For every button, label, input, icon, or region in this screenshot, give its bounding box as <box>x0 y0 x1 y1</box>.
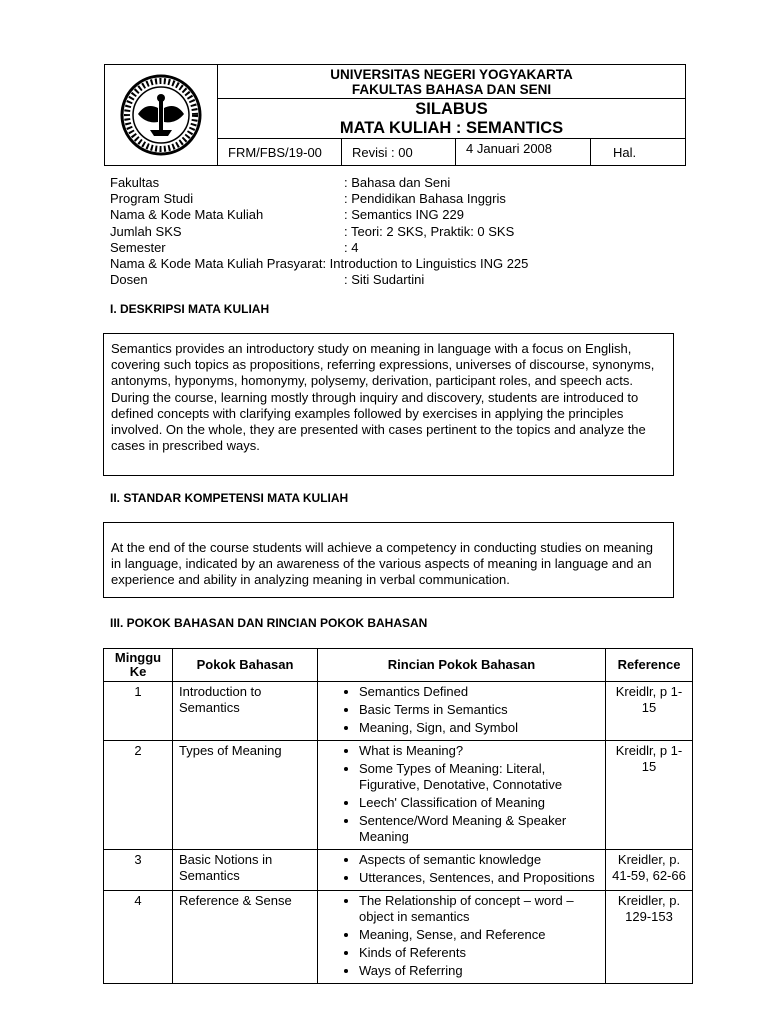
info-row <box>110 191 528 207</box>
list-item: • Aspects of semantic knowledge <box>359 852 599 868</box>
logo-cell <box>105 65 218 166</box>
list-item: • Ways of Referring <box>359 963 599 979</box>
table-header-row <box>104 649 693 682</box>
info-label: Nama & Kode Mata Kuliah <box>110 207 264 223</box>
reference-cell: Kreidler, p. 41-59, 62-66 <box>606 850 693 891</box>
details-cell <box>318 891 606 984</box>
list-item: • Leech' Classification of Meaning <box>359 795 599 811</box>
details-cell <box>318 682 606 741</box>
table-row <box>104 891 693 984</box>
list-item: • Basic Terms in Semantics <box>359 702 599 718</box>
table-row <box>104 682 693 741</box>
faculty-name: FAKULTAS BAHASA DAN SENI <box>351 81 552 97</box>
topic-cell: Basic Notions in Semantics <box>173 850 318 891</box>
info-row <box>110 207 528 223</box>
doc-date: 4 Januari 2008 <box>456 139 591 166</box>
competency-box <box>103 522 674 598</box>
info-label: Program Studi <box>110 191 194 207</box>
info-label: Nama & Kode Mata Kuliah Prasyarat <box>110 256 323 272</box>
details-cell <box>318 741 606 850</box>
topic-cell: Introduction to Semantics <box>173 682 318 741</box>
university-seal-icon <box>120 74 202 156</box>
info-row <box>110 256 528 272</box>
info-row <box>110 175 528 191</box>
info-label: Dosen <box>110 272 148 288</box>
list-item: • Utterances, Sentences, and Propositions <box>359 870 599 886</box>
reference-cell: Kreidler, p. 129-153 <box>606 891 693 984</box>
col-week-header: Minggu Ke <box>104 649 173 682</box>
reference-cell: Kreidlr, p 1-15 <box>606 682 693 741</box>
info-label: Fakultas <box>110 175 160 190</box>
info-label: Semester <box>110 239 166 255</box>
topic-cell: Reference & Sense <box>173 891 318 984</box>
info-row <box>110 272 528 288</box>
page-label: Hal. <box>591 139 686 166</box>
description-text: Semantics provides an introductory study on meaning in language with a focus on English, covering such topics as propositions, referring expressions, universes of discourse, synonyms, antonyms, hyponyms, homonymy, polysemy, derivation, participant roles, and speech acts. During the course, learning mostly through inquiry and discovery, students are introduced to defined concepts with clarifying examples followed by exercises in applying the principles involved. On the whole, they are presented with cases pertinent to the topics and analyze the cases in prescribed ways. <box>111 341 655 454</box>
revision: Revisi : 00 <box>342 139 456 166</box>
list-item: • Meaning, Sense, and Reference <box>359 927 599 943</box>
info-value: : Teori: 2 SKS, Praktik: 0 SKS <box>344 223 515 239</box>
list-item: • Semantics Defined <box>359 684 599 700</box>
course-title: MATA KULIAH : SEMANTICS <box>339 118 564 137</box>
info-value: : Pendidikan Bahasa Inggris <box>344 191 506 207</box>
info-value: : Semantics ING 229 <box>344 207 464 223</box>
header-title-cell <box>218 99 686 139</box>
week-cell: 3 <box>104 850 173 891</box>
list-item: • Meaning, Sign, and Symbol <box>359 720 599 736</box>
list-item: • Kinds of Referents <box>359 945 599 961</box>
info-row <box>110 224 528 240</box>
info-value: : 4 <box>344 239 359 255</box>
description-box <box>103 333 674 476</box>
list-item: • Sentence/Word Meaning & Speaker Meaning <box>359 813 599 845</box>
university-name: UNIVERSITAS NEGERI YOGYAKARTA <box>330 66 573 82</box>
reference-cell: Kreidlr, p 1-15 <box>606 741 693 850</box>
info-value: : Siti Sudartini <box>344 272 425 288</box>
table-row <box>104 850 693 891</box>
topic-cell: Types of Meaning <box>173 741 318 850</box>
course-info <box>110 175 528 288</box>
col-reference-header: Reference <box>606 649 693 682</box>
section-2-title: II. STANDAR KOMPETENSI MATA KULIAH <box>110 491 349 505</box>
col-topic-header: Pokok Bahasan <box>173 649 318 682</box>
details-cell <box>318 850 606 891</box>
section-3-title: III. POKOK BAHASAN DAN RINCIAN POKOK BAHASAN <box>110 616 428 630</box>
topics-table <box>103 648 693 984</box>
col-details-header: Rincian Pokok Bahasan <box>318 649 606 682</box>
week-cell: 1 <box>104 682 173 741</box>
header-institution-cell <box>218 65 686 99</box>
info-value: : Introduction to Linguistics ING 225 <box>322 256 529 272</box>
doc-type: SILABUS <box>415 99 488 118</box>
info-row <box>110 240 528 256</box>
table-row <box>104 741 693 850</box>
form-code: FRM/FBS/19-00 <box>218 139 342 166</box>
week-cell: 2 <box>104 741 173 850</box>
week-cell: 4 <box>104 891 173 984</box>
list-item: • Some Types of Meaning: Literal, Figurative, Denotative, Connotative <box>359 761 599 793</box>
info-value: : Bahasa dan Seni <box>344 175 451 190</box>
header-table <box>104 64 686 166</box>
info-label: Jumlah SKS <box>110 223 182 239</box>
list-item: • The Relationship of concept – word – object in semantics <box>359 893 599 925</box>
list-item: • What is Meaning? <box>359 743 599 759</box>
competency-text: At the end of the course students will achieve a competency in conducting studies on meaning in language, indicated by an awareness of the various aspects of meaning in language and an experience and ability in analyzing meaning in verbal communication. <box>111 540 653 588</box>
section-1-title: I. DESKRIPSI MATA KULIAH <box>110 302 270 316</box>
